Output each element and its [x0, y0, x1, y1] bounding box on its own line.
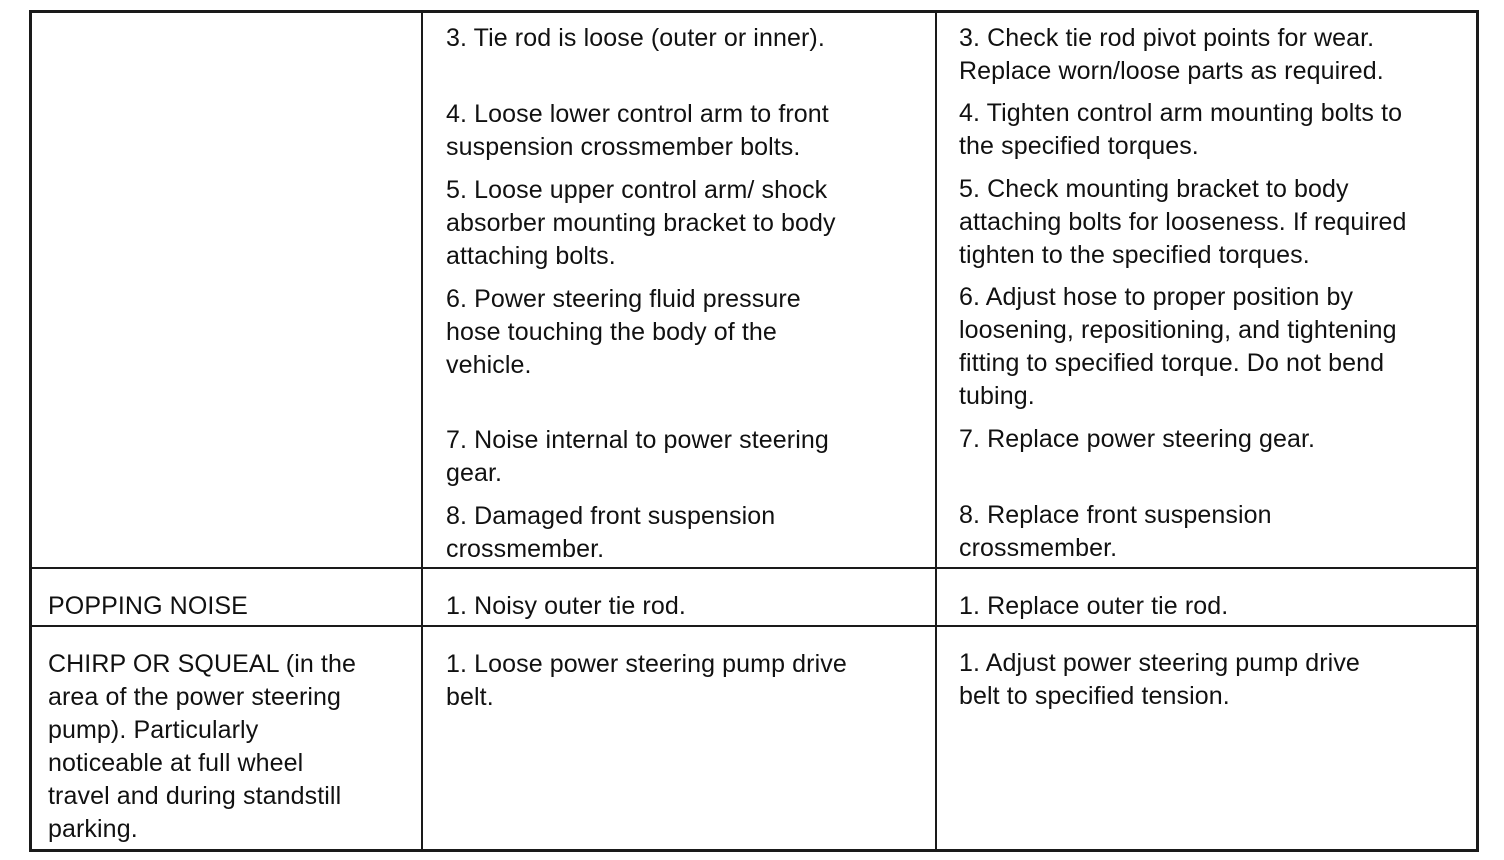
row-divider-1	[32, 567, 1476, 569]
correction-8: 8. Replace front suspension crossmember.	[959, 501, 1272, 562]
correction-6: 6. Adjust hose to proper position by loosening, repositioning, and tightening fitting to specified torque. Do not bend tubing.	[959, 283, 1397, 410]
correction-3: 3. Check tie rod pivot points for wear. Replace worn/loose parts as required.	[959, 24, 1384, 85]
condition-chirp-squeal: CHIRP OR SQUEAL (in the area of the power steering pump). Particularly noticeable at full wheel travel and during standstill parking.	[48, 650, 356, 843]
correction-chirp-1: 1. Adjust power steering pump drive belt to specified tension.	[959, 649, 1360, 710]
column-divider-1	[421, 13, 423, 849]
cause-5: 5. Loose upper control arm/ shock absorber mounting bracket to body attaching bolts.	[446, 176, 836, 270]
correction-5: 5. Check mounting bracket to body attaching bolts for looseness. If required tighten to the specified torques.	[959, 175, 1407, 269]
cause-7: 7. Noise internal to power steering gear.	[446, 426, 829, 487]
cause-4: 4. Loose lower control arm to front suspension crossmember bolts.	[446, 100, 829, 161]
cause-8: 8. Damaged front suspension crossmember.	[446, 502, 776, 563]
cause-chirp-1: 1. Loose power steering pump drive belt.	[446, 650, 847, 711]
cause-3: 3. Tie rod is loose (outer or inner).	[446, 24, 825, 52]
condition-popping-noise: POPPING NOISE	[48, 592, 248, 620]
cause-popping-1: 1. Noisy outer tie rod.	[446, 592, 686, 620]
cause-6: 6. Power steering fluid pressure hose touching the body of the vehicle.	[446, 285, 801, 379]
row-divider-2	[32, 625, 1476, 627]
correction-7: 7. Replace power steering gear.	[959, 425, 1316, 453]
diagnosis-table	[29, 10, 1479, 852]
column-divider-2	[935, 13, 937, 849]
correction-4: 4. Tighten control arm mounting bolts to the specified torques.	[959, 99, 1403, 160]
correction-popping-1: 1. Replace outer tie rod.	[959, 592, 1229, 620]
